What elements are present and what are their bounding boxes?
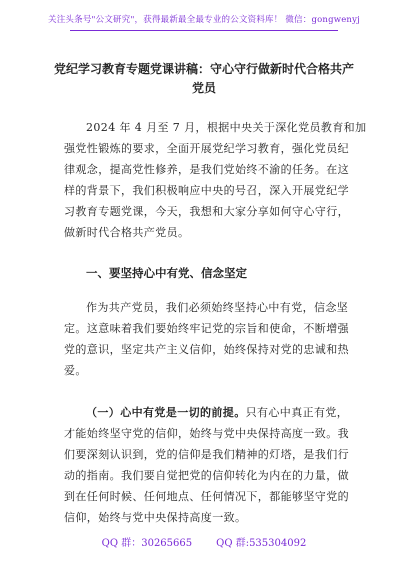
intro-line: 律观念，提高党性修养，是我们党始终不渝的任务。在这	[64, 163, 349, 176]
header-divider	[70, 30, 338, 31]
intro-line: 强党性锻炼的要求，全面开展党纪学习教育，强化党员纪	[64, 142, 349, 155]
document-title-line-1: 党纪学习教育专题党课讲稿：守心守行做新时代合格共产	[53, 62, 354, 76]
section-heading: 一、要坚持心中有党、信念坚定	[86, 266, 247, 280]
document-title-line-2: 党员	[191, 81, 216, 95]
subsection-line: 才能始终坚守党的信仰，始终与党中央保持高度一致。我	[64, 427, 349, 440]
section-line: 爱。	[64, 364, 87, 377]
intro-line: 做新时代合格共产党员。	[64, 226, 190, 239]
subsection-first-line	[86, 404, 348, 420]
subsection-line: 到在任何时候、任何地点、任何情况下，都能够坚守党的	[64, 490, 349, 503]
section-line: 定。这意味着我们要始终牢记党的宗旨和使命，不断增强	[64, 322, 349, 335]
subsection-lead-rest: 只有心中真正有党，	[245, 406, 349, 419]
footer-qq-group-2: QQ 群:535304092	[216, 538, 307, 549]
subsection-line: 们要深刻认识到，党的信仰是我们精神的灯塔，是我们行	[64, 448, 349, 461]
header-banner: 关注头条号"公文研究"，获得最新最全最专业的公文资料库！ 微信：gongwenyj	[48, 15, 360, 25]
subsection-line: 动的指南。我们要自觉把党的信仰转化为内在的力量，做	[64, 469, 349, 482]
subsection-lead: （一）心中有党是一切的前提。	[86, 406, 246, 419]
section-line: 党的意识，坚定共产主义信仰，始终保持对党的忠诚和热	[64, 343, 349, 356]
intro-line: 2024 年 4 月至 7 月，根据中央关于深化党员教育和加	[86, 121, 367, 134]
subsection-line: 信仰，始终与党中央保持高度一致。	[64, 511, 247, 524]
footer-qq-group-1: QQ 群：30265665	[101, 538, 193, 549]
footer-contact	[0, 534, 408, 549]
intro-line: 样的背景下，我们积极响应中央的号召，深入开展党纪学	[64, 184, 349, 197]
intro-line: 习教育专题党课，今天，我想和大家分享如何守心守行，	[64, 205, 349, 218]
section-line: 作为共产党员，我们必须始终坚持心中有党，信念坚	[86, 301, 349, 314]
